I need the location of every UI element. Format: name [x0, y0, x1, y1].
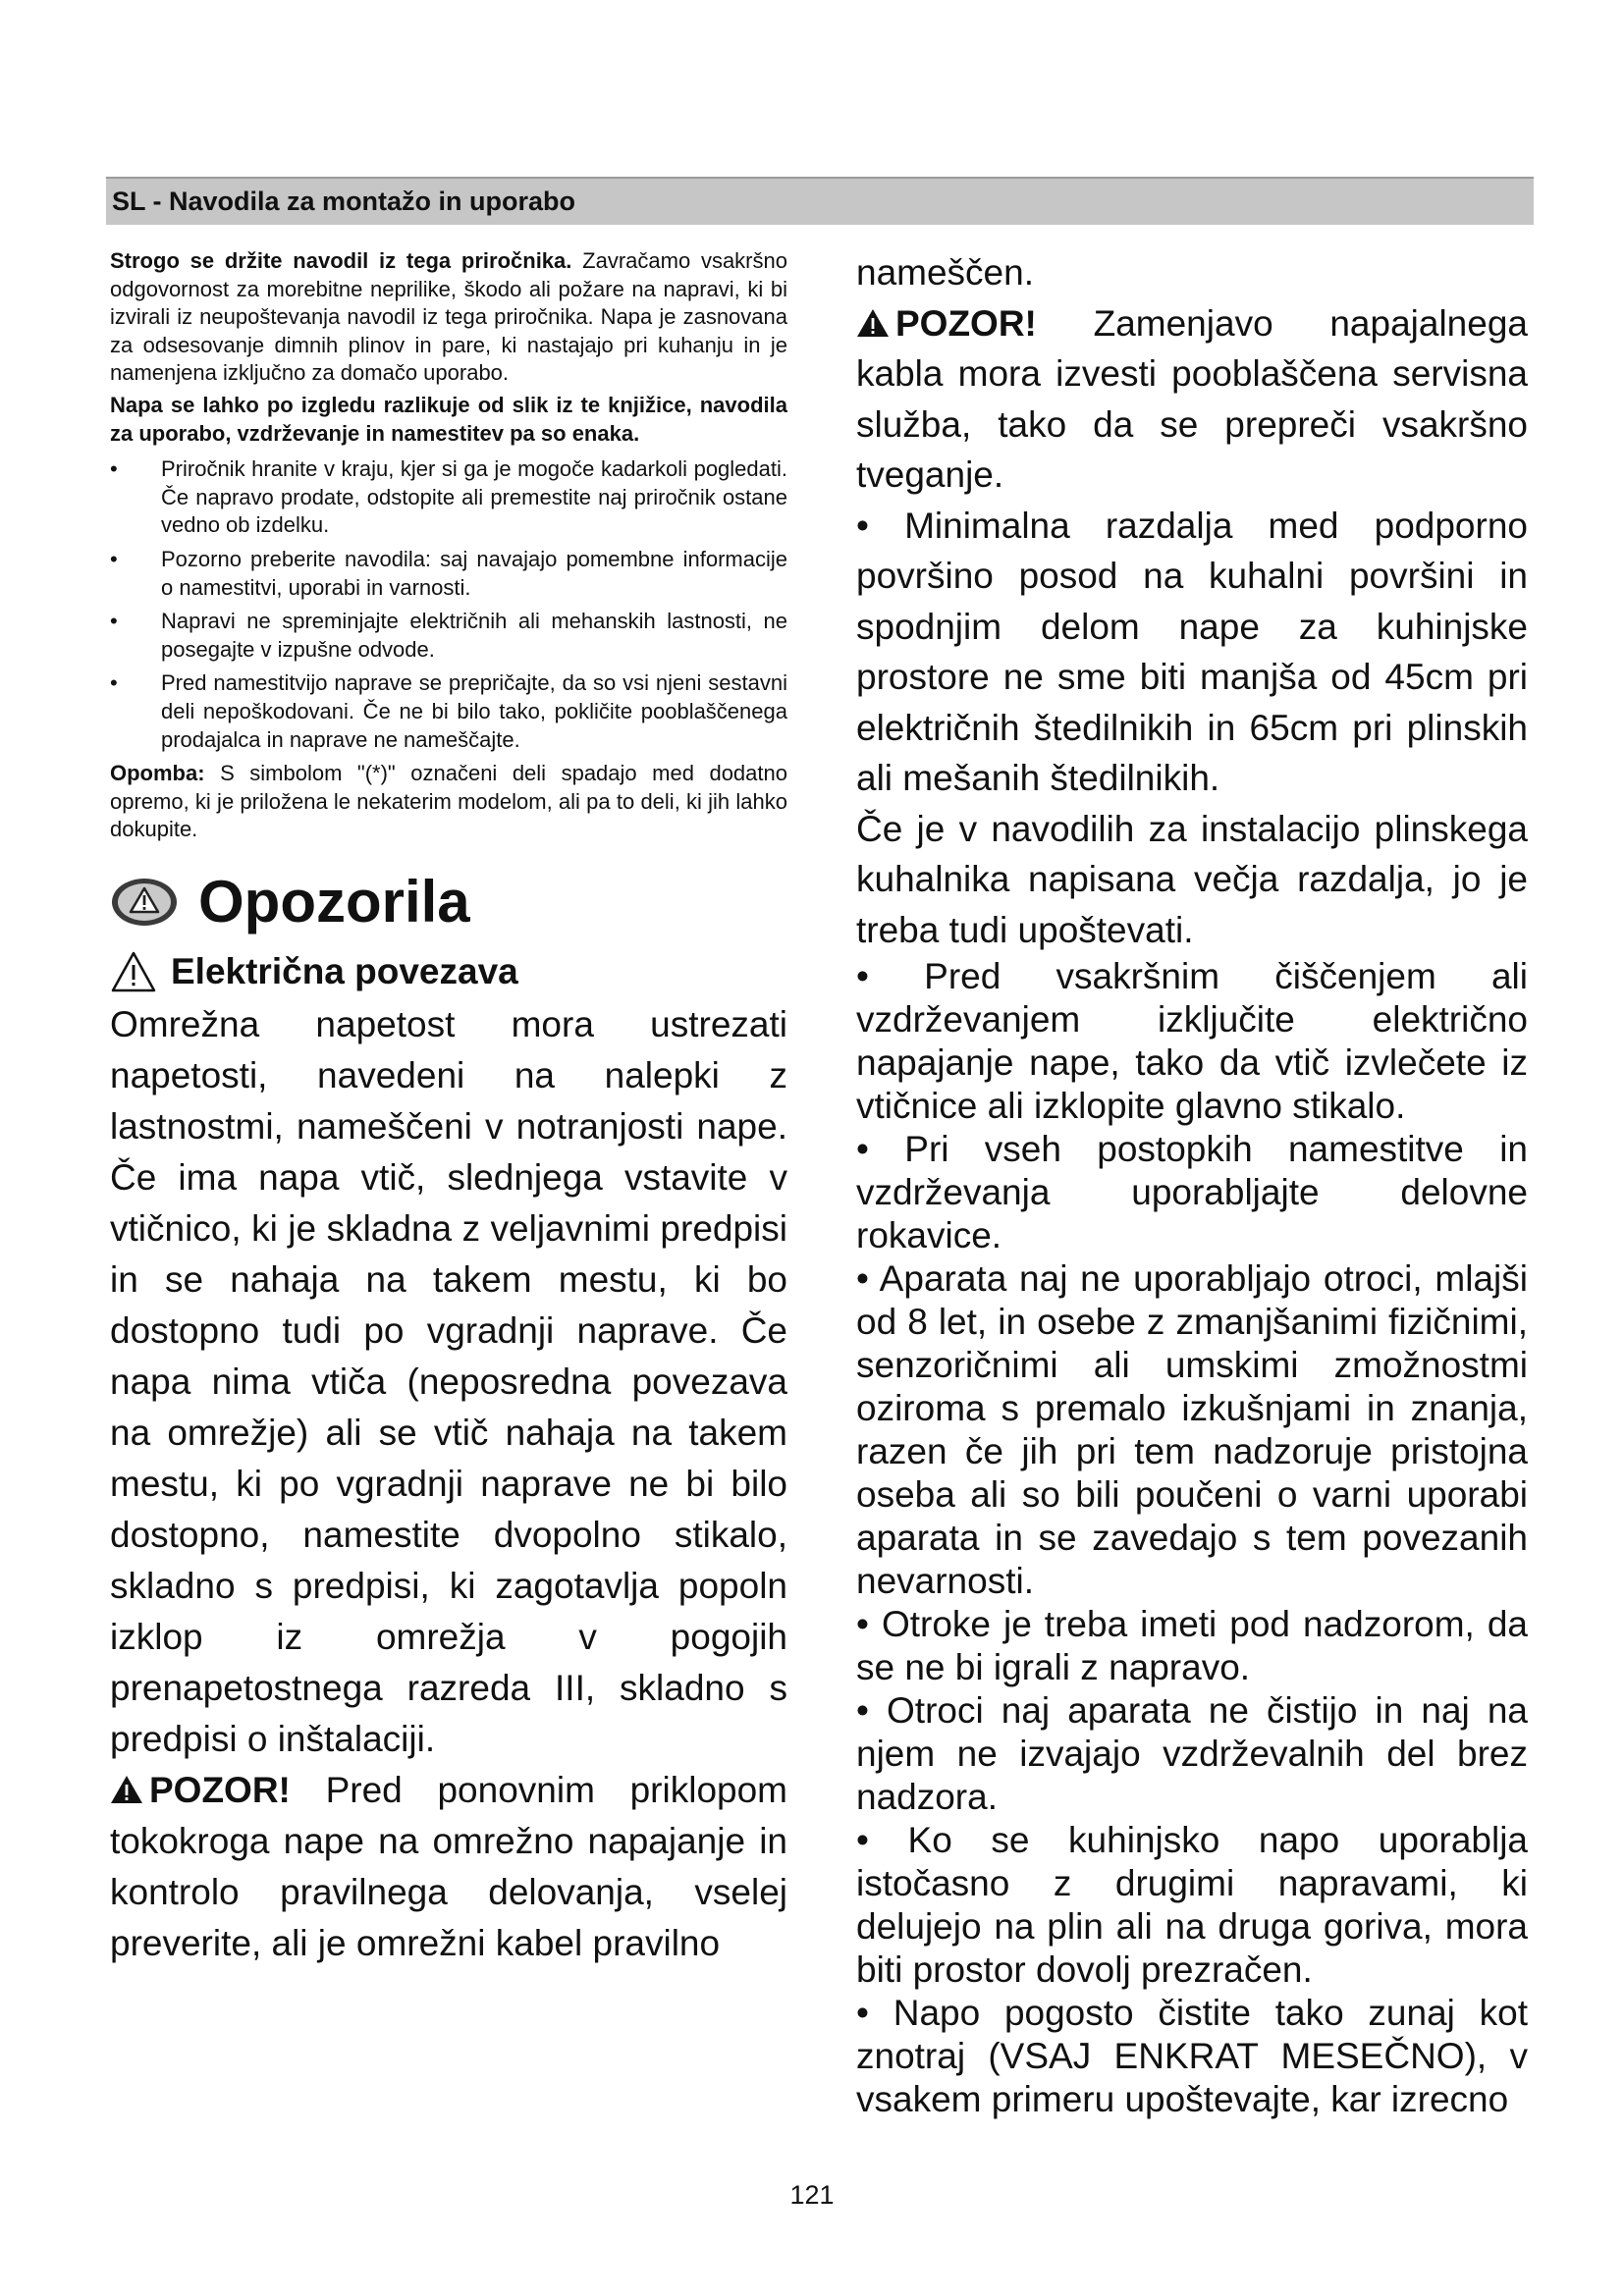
pozor-paragraph-right	[856, 298, 1528, 501]
warning-triangle-solid-icon	[856, 308, 890, 338]
warning-round-icon	[110, 877, 179, 928]
pozor-label: POZOR!	[895, 302, 1037, 344]
section-title: Opozorila	[198, 868, 470, 934]
continuation-text: nameščen.	[856, 252, 1034, 293]
list-item: • Napo pogosto čistite tako zunaj kot znotraj (VSAJ ENKRAT MESEČNO), v vsakem primeru upoštevajte, kar izrecno	[856, 1993, 1528, 2119]
pozor-text: Pred ponovnim priklopom tokokroga nape na omrežno napajanje in kontrolo pravilnega delovanja, vselej preverite, ali je omrežni kabel pravilno	[110, 1769, 788, 1963]
list-item: • Otroci naj aparata ne čistijo in naj na njem ne izvajajo vzdrževalnih del brez nadzora.	[856, 1690, 1528, 1817]
appearance-note: Napa se lahko po izgledu razlikuje od slik iz te knjižice, navodila za uporabo, vzdrževanje in namestitev pa so enaka.	[110, 392, 787, 446]
warning-triangle-outline-icon	[110, 950, 157, 993]
intro-paragraph	[110, 247, 787, 388]
note-label: Opomba:	[110, 761, 205, 786]
pozor-label: POZOR!	[149, 1769, 291, 1810]
electric-body: Omrežna napetost mora ustrezati napetosti, navedeni na nalepki z lastnostmi, nameščeni v notranjosti nape. Če ima napa vtič, slednjega vstavite v vtičnico, ki je skladna z veljavnimi predpisi in se nahaja na takem mestu, ki bo dostopno tudi po vgradnji naprave. Če napa nima vtiča (neposredna povezava na omrežje) ali se vtič nahaja na takem mestu, ki po vgradnji naprave ne bi bilo dostopno, namestite dvopolno stikalo, skladno s predpisi, ki zagotavlja popoln izklop iz omrežja v pogojih prenapetostnega razreda III, skladno s predpisi o inštalaciji.	[110, 1003, 787, 1759]
intro-note-bold	[110, 392, 787, 448]
right-column	[856, 247, 1528, 2121]
list-item: Če je v navodilih za instalacijo plinskega kuhalnika napisana večja razdalja, jo je treba tudi upoštevati.	[856, 808, 1528, 950]
document-title: SL - Navodila za montažo in uporabo	[112, 187, 576, 216]
list-item: • Pred namestitvijo naprave se prepričajte, da so vsi njeni sestavni deli nepoškodovani. Če ne bi bilo tako, pokličite pooblaščenega prodajalca in naprave ne nameščajte.	[110, 669, 787, 754]
pozor-paragraph	[110, 1765, 787, 1969]
list-item: • Napravi ne spreminjajte električnih ali mehanskih lastnosti, ne posegajte v izpušne odvode.	[110, 608, 787, 664]
list-item: • Otroke je treba imeti pod nadzorom, da se ne bi igrali z napravo.	[856, 1604, 1528, 1687]
list-item: • Minimalna razdalja med podporno površino posod na kuhalni površini in spodnjim delom nape za kuhinjske prostore ne sme biti manjša od 45cm pri električnih štedilnikih in 65cm pri plinskih ali mešanih štedilnikih.	[856, 505, 1528, 798]
list-item: • Pozorno preberite navodila: saj navajajo pomembne informacije o namestitvi, uporabi in varnosti.	[110, 546, 787, 602]
page-number: 121	[789, 2180, 835, 2210]
subsection-title: Električna povezava	[171, 950, 518, 991]
list-item: • Pri vseh postopkih namestitve in vzdrževanja uporabljajte delovne rokavice.	[856, 1129, 1528, 1255]
header-bar	[106, 177, 1534, 225]
list-item: • Ko se kuhinjsko napo uporablja istočasno z drugimi napravami, ki delujejo na plin ali na druga goriva, mora biti prostor dovolj prezračen.	[856, 1820, 1528, 1990]
electric-heading	[110, 950, 787, 993]
list-item: • Priročnik hranite v kraju, kjer si ga je mogoče kadarkoli pogledati. Če napravo prodate, odstopite ali premestite naj priročnik ostane vedno ob izdelku.	[110, 455, 787, 540]
note-paragraph	[110, 760, 787, 844]
list-item: • Aparata naj ne uporabljajo otroci, mlajši od 8 let, in osebe z zmanjšanimi fizičnimi, senzoričnimi ali umskimi zmožnostmi oziroma s premalo izkušnjami in znanja, razen če jih pri tem nadzoruje pristojna oseba ali so bili poučeni o varni uporabi aparata in se zavedajo s tem povezanih nevarnosti.	[856, 1258, 1528, 1601]
intro-bold: Strogo se držite navodil iz tega priročnika.	[110, 248, 572, 273]
list-item: • Pred vsakršnim čiščenjem ali vzdrževanjem izključite električno napajanje nape, tako da vtič izvlečete iz vtičnice ali izklopite glavno stikalo.	[856, 956, 1528, 1126]
warnings-heading	[110, 868, 787, 934]
warning-triangle-solid-icon	[110, 1775, 143, 1804]
intro-bullet-list	[110, 455, 787, 754]
intro-text: Zavračamo vsakršno odgovornost za morebitne neprilike, škodo ali požare na napravi, ki bi izvirali iz neupoštevanja navodil iz tega priročnika. Napa je zasnovana za odsesovanje dimnih plinov in pare, ki nastajajo pri kuhanju in je namenjena izključno za domačo uporabo.	[110, 248, 787, 386]
note-text: S simbolom "(*)" označeni deli spadajo med dodatno opremo, ki je priložena le nekaterim modelom, ali pa to deli, ki jih lahko dokupite.	[110, 761, 787, 842]
pozor-text: Zamenjavo napajalnega kabla mora izvesti pooblaščena servisna služba, tako da se prepreči vsakršno tveganje.	[856, 302, 1528, 495]
left-column	[110, 247, 787, 1969]
